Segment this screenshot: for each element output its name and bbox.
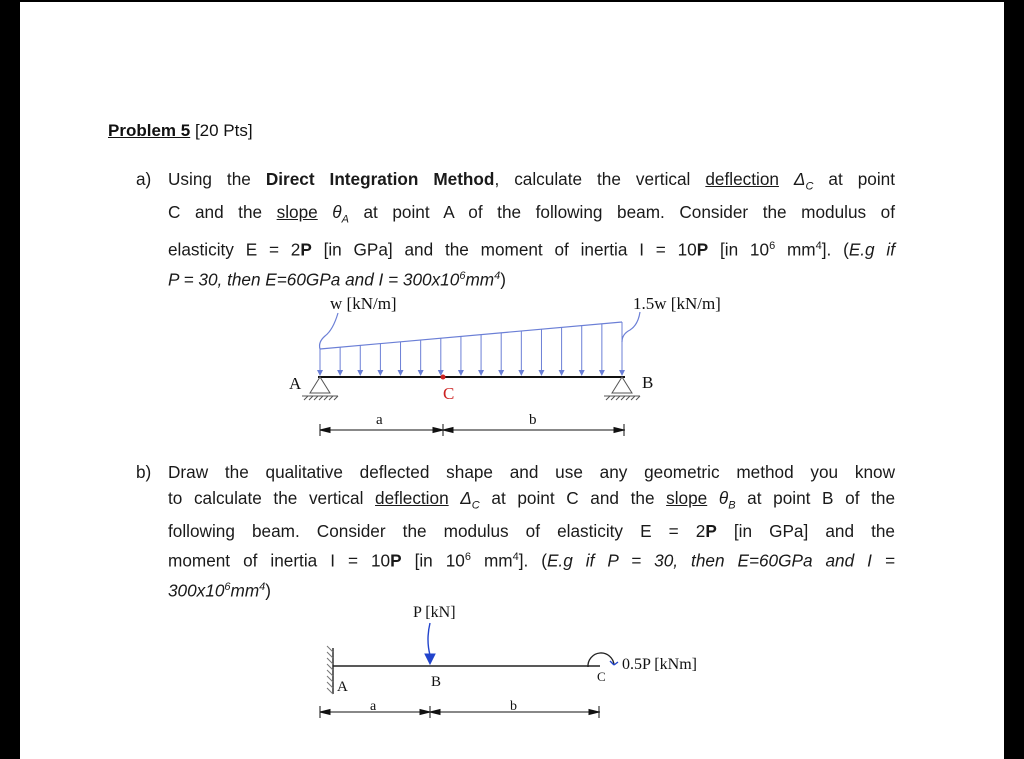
part-b-label: b) <box>136 462 152 482</box>
fig-b-dim-b: b <box>510 699 517 714</box>
fig-b-moment-symbol <box>588 653 618 667</box>
part-a-line-4: P = 30, then E=60GPa and $I = 300x10^6mm^4$) <box>168 269 506 290</box>
part-b-line-1: Draw the qualitative deflected shape and use any geometric method you know <box>168 462 895 482</box>
fig-a-point-b: B <box>642 373 654 392</box>
fig-b-point-b: B <box>431 674 442 690</box>
part-a-line-1: Using the Direct Integration Method, calculate the vertical deflection $\Delta_C$ at point <box>168 169 896 193</box>
part-b-line-3: following beam. Consider the modulus of elasticity E = 2P [in GPa] and the <box>168 521 895 542</box>
fig-b-point-a: A <box>337 679 348 695</box>
part-b-line-4: moment of inertia I = 10P [in $10^6$ $mm^4$]. (E.g if P = 30, then E=60GPa and I = <box>168 551 895 572</box>
part-a-label: a) <box>136 169 152 189</box>
fig-b-moment-arc <box>588 653 614 667</box>
fig-b-dim-a: a <box>370 699 377 714</box>
fig-b-wall-hatch <box>327 646 333 694</box>
fig-a-load-left-label: w [kN/m] <box>330 294 397 313</box>
fig-b-moment-label: 0.5P [kNm] <box>622 656 697 673</box>
fig-b-point-load-arrow <box>425 623 435 664</box>
part-b-line-2: to calculate the vertical deflection $\Delta_C$ at point C and the slope $\theta_B$ at point B of the <box>168 488 896 512</box>
fig-b-dimension-line <box>320 706 600 718</box>
part-b-line-5: $300x10^6mm^4$) <box>168 580 272 601</box>
part-a-line-2: C and the slope $\theta_A$ at point A of the following beam. Consider the modulus of <box>168 202 895 226</box>
problem-heading: Problem 5 <box>108 121 191 140</box>
fig-a-load-right-label: 1.5w [kN/m] <box>633 294 721 313</box>
fig-b-fixed-support <box>327 646 333 694</box>
part-a-line-3: elasticity E = 2P [in GPa] and the moment of inertia I = 10P [in $10^6$ $mm^4$]. (E.g if <box>168 239 895 260</box>
fig-b-arrow-shaft <box>428 623 430 655</box>
fig-b-point-c: C <box>597 669 606 684</box>
fig-a-dim-a: a <box>376 412 383 428</box>
fig-a-dim-b: b <box>529 412 537 428</box>
fig-b-point-load-label: P [kN] <box>413 604 456 621</box>
fig-a-point-c: C <box>443 384 455 403</box>
fig-a-point-a: A <box>289 374 302 393</box>
problem-points: [20 Pts] <box>194 121 253 140</box>
fig-b-arrow-head <box>425 654 435 664</box>
